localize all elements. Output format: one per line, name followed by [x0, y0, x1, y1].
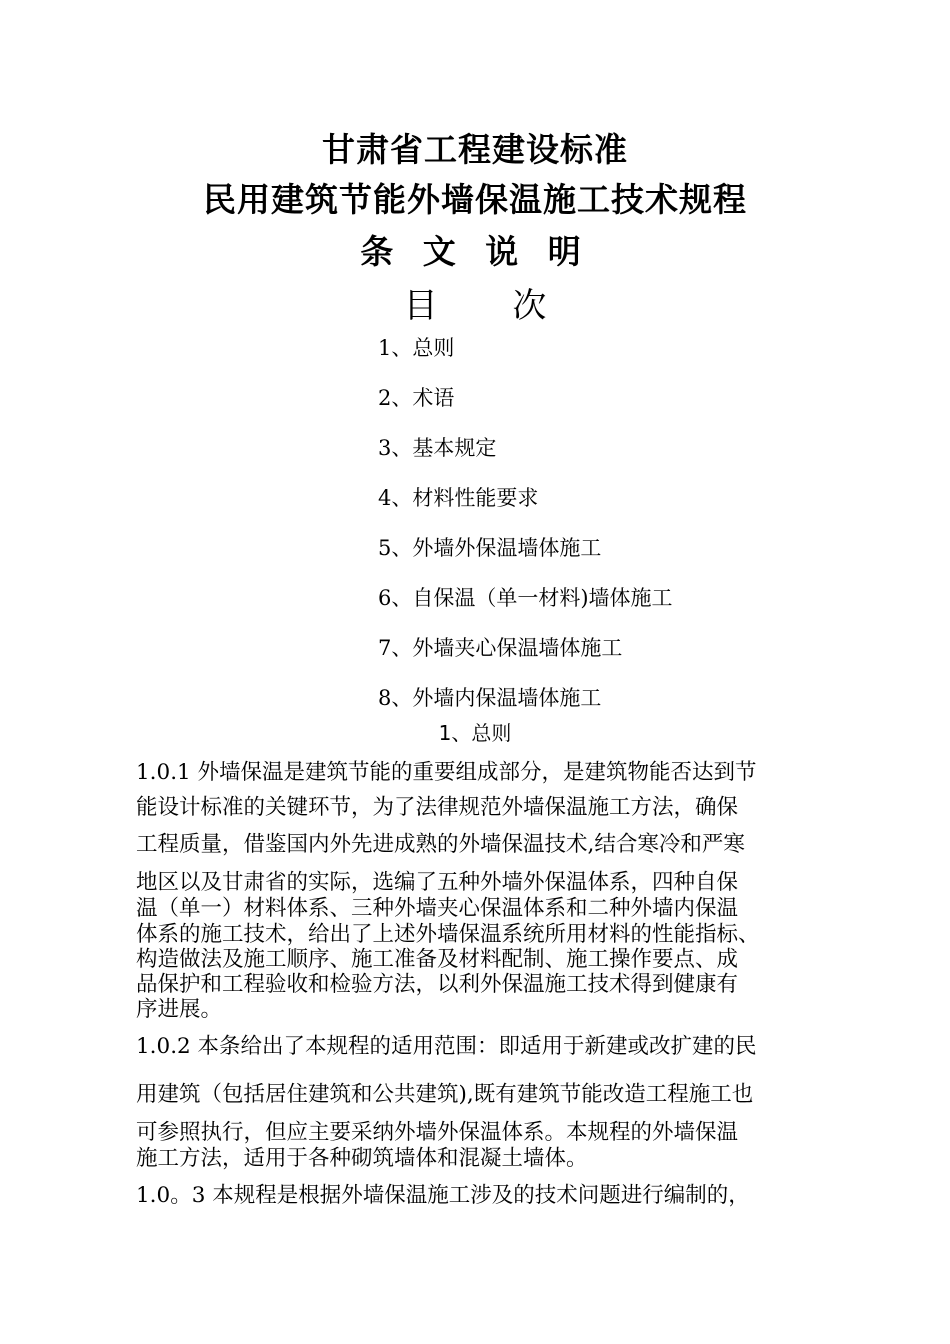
body-line: 品保护和工程验收和检验方法，以利外保温施工技术得到健康有 [136, 972, 739, 997]
body-line: 序进展。 [136, 997, 223, 1022]
body-line: 温（单一）材料体系、三种外墙夹心保温体系和二种外墙内保温 [136, 896, 739, 921]
body-line: 工程质量，借鉴国内外先进成熟的外墙保温技术,结合寒冷和严寒 [136, 832, 745, 857]
regulation-title: 民用建筑节能外墙保温施工技术规程 [203, 180, 747, 219]
standard-title: 甘肃省工程建设标准 [322, 130, 628, 169]
toc-item: 2、术语 [378, 386, 455, 410]
body-line: 用建筑（包括居住建筑和公共建筑),既有建筑节能改造工程施工也 [136, 1082, 754, 1107]
body-line: 1.0。3 本规程是根据外墙保温施工涉及的技术问题进行编制的， [136, 1183, 750, 1208]
body-line: 构造做法及施工顺序、施工准备及材料配制、施工操作要点、成 [136, 947, 739, 972]
body-line: 能设计标准的关键环节，为了法律规范外墙保温施工方法，确保 [136, 795, 739, 820]
toc-item: 4、材料性能要求 [378, 486, 539, 510]
toc-item: 7、外墙夹心保温墙体施工 [378, 636, 623, 660]
body-line: 1.0.2 本条给出了本规程的适用范围：即适用于新建或改扩建的民 [136, 1034, 757, 1059]
body-line: 施工方法，适用于各种砌筑墙体和混凝土墙体。 [136, 1146, 588, 1171]
explanation-title: 条 文 说 明 [360, 232, 590, 271]
toc-item: 3、基本规定 [378, 436, 497, 460]
toc-item: 8、外墙内保温墙体施工 [378, 686, 602, 710]
toc-item: 5、外墙外保温墙体施工 [378, 536, 602, 560]
body-line: 可参照执行，但应主要采纳外墙外保温体系。本规程的外墙保温 [136, 1120, 739, 1145]
body-line: 地区以及甘肃省的实际，选编了五种外墙外保温体系，四种自保 [136, 870, 739, 895]
table-of-contents [378, 333, 673, 733]
body-line: 1.0.1 外墙保温是建筑节能的重要组成部分，是建筑物能否达到节 [136, 760, 757, 785]
toc-heading: 目 次 [403, 286, 579, 326]
toc-item: 1、总则 [378, 336, 455, 360]
toc-item: 6、自保温（单一材料)墙体施工 [378, 586, 673, 610]
section-title: 1、总则 [438, 721, 512, 745]
body-line: 体系的施工技术，给出了上述外墙保温系统所用材料的性能指标、 [136, 922, 760, 947]
